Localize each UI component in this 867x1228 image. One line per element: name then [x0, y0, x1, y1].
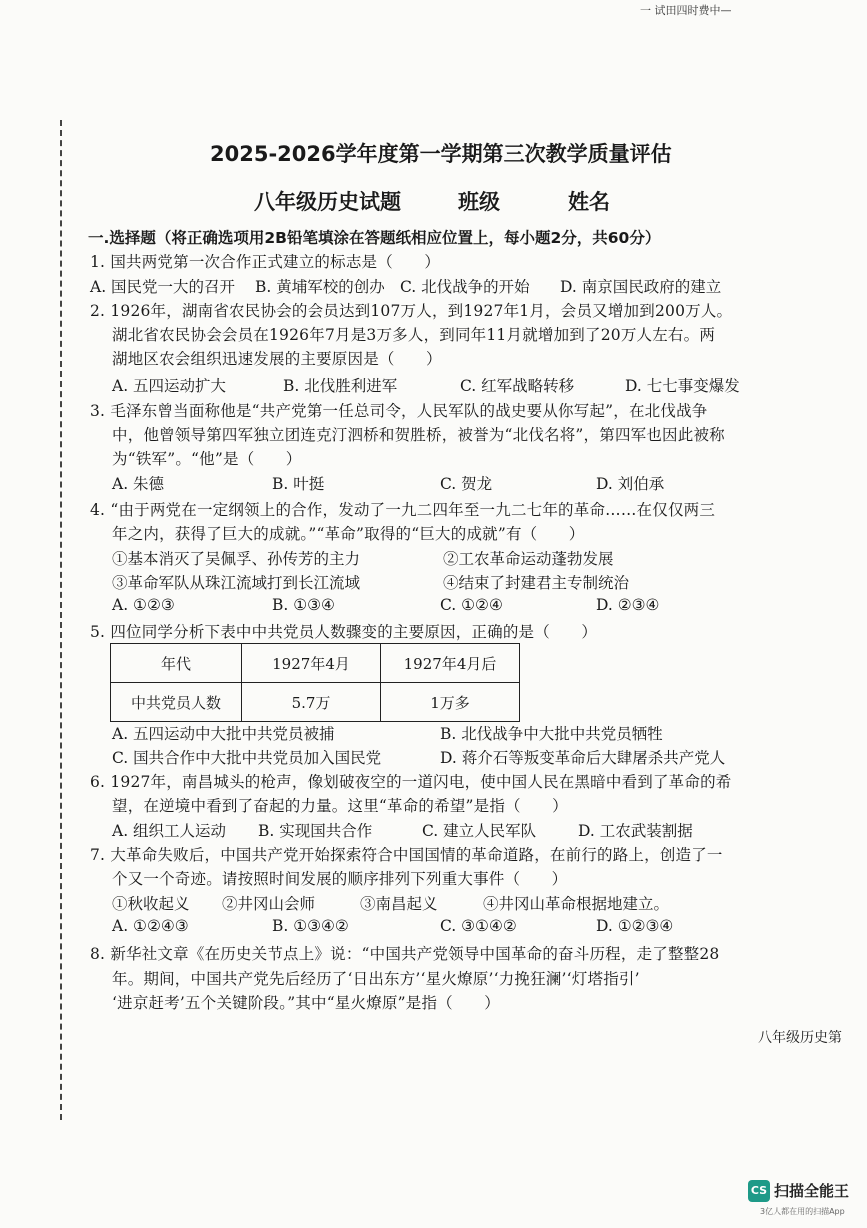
q7-item-4: ④井冈山革命根据地建立。 [483, 895, 670, 913]
q8-stem-1: 8. 新华社文章《在历史关节点上》说：“中国共产党领导中国革命的奋斗历程，走了整整28 [90, 945, 720, 963]
q7-option-d: D. ①②③④ [596, 917, 674, 935]
page-label: 八年级历史第 [758, 1030, 842, 1046]
q8-stem-2: 年。期间，中国共产党先后经历了‘日出东方’‘星火燎原’‘力挽狂澜’‘灯塔指引’ [112, 970, 640, 988]
q4-stem-1: 4. “由于两党在一定纲领上的合作，发动了一九二四年至一九二七年的革命……在仅仅两三 [90, 501, 716, 519]
scanner-logo-icon: CS [748, 1180, 770, 1202]
q6-stem-1: 6. 1927年，南昌城头的枪声，像划破夜空的一道闪电，使中国人民在黑暗中看到了革命的希 [90, 773, 732, 791]
q7-option-a: A. ①②④③ [112, 917, 189, 935]
q3-stem-3: 为“铁军”。“他”是（ ） [112, 450, 302, 468]
q4-option-c: C. ①②④ [440, 596, 503, 614]
table-cell-april: 5.7万 [242, 683, 381, 722]
q1-option-c: C. 北伐战争的开始 [400, 278, 530, 296]
q4-item-3: ③革命军队从珠江流域打到长江流域 [112, 574, 361, 592]
corner-mark: 一 试田四时费中— [640, 4, 732, 17]
q6-option-b: B. 实现国共合作 [258, 822, 373, 840]
table-cell-after-april: 1万多 [381, 683, 520, 722]
q2-stem-1: 2. 1926年，湖南省农民协会的会员达到107万人，到1927年1月，会员又增加到200万人。 [90, 302, 733, 320]
q7-stem-1: 7. 大革命失败后，中国共产党开始探索符合中国国情的革命道路，在前行的路上，创造了一 [90, 846, 723, 864]
q3-stem-1: 3. 毛泽东曾当面称他是“共产党第一任总司令，人民军队的战史要从你写起”，在北伐战争 [90, 402, 708, 420]
q6-option-d: D. 工农武装割据 [578, 822, 693, 840]
q3-option-b: B. 叶挺 [272, 475, 325, 493]
q2-stem-3: 湖地区农会组织迅速发展的主要原因是（ ） [112, 350, 442, 368]
class-label: 班级 [458, 190, 500, 214]
section-heading: 一.选择题（将正确选项用2B铅笔填涂在答题纸相应位置上，每小题2分，共60分） [88, 229, 661, 247]
q8-stem-3: ‘进京赶考’五个关键阶段。”其中“星火燎原”是指（ ） [112, 994, 500, 1012]
binding-line [60, 120, 62, 1120]
q5-option-b: B. 北伐战争中大批中共党员牺牲 [440, 725, 663, 743]
table-header-year: 年代 [111, 644, 242, 683]
q3-option-a: A. 朱德 [112, 475, 165, 493]
q4-item-1: ①基本消灭了吴佩孚、孙传芳的主力 [112, 550, 361, 568]
q4-item-2: ②工农革命运动蓬勃发展 [443, 550, 614, 568]
party-membership-table [110, 643, 520, 722]
q6-option-c: C. 建立人民军队 [422, 822, 537, 840]
name-label: 姓名 [568, 190, 610, 214]
q4-item-4: ④结束了封建君主专制统治 [443, 574, 630, 592]
scanner-name: 扫描全能王 [774, 1182, 850, 1200]
q7-item-2: ②井冈山会师 [222, 895, 316, 913]
q1-option-a: A. 国民党一大的召开 [90, 278, 236, 296]
q4-option-b: B. ①③④ [272, 596, 335, 614]
q4-option-a: A. ①②③ [112, 596, 175, 614]
q2-option-b: B. 北伐胜利进军 [283, 377, 398, 395]
q1-option-d: D. 南京国民政府的建立 [560, 278, 722, 296]
q3-option-c: C. 贺龙 [440, 475, 493, 493]
q2-stem-2: 湖北省农民协会会员在1926年7月是3万多人，到同年11月就增加到了20万人左右。两 [112, 326, 716, 344]
table-row-label: 中共党员人数 [111, 683, 242, 722]
q1-option-b: B. 黄埔军校的创办 [255, 278, 385, 296]
q5-option-c: C. 国共合作中大批中共党员加入国民党 [112, 749, 382, 767]
scanner-tagline: 3亿人都在用的扫描App [760, 1207, 845, 1216]
q1-stem: 1. 国共两党第一次合作正式建立的标志是（ ） [90, 253, 441, 271]
q5-option-a: A. 五四运动中大批中共党员被捕 [112, 725, 335, 743]
q4-option-d: D. ②③④ [596, 596, 660, 614]
q7-stem-2: 个又一个奇迹。请按照时间发展的顺序排列下列重大事件（ ） [112, 870, 568, 888]
q7-item-3: ③南昌起义 [360, 895, 438, 913]
q2-option-d: D. 七七事变爆发 [625, 377, 740, 395]
q4-stem-2: 年之内，获得了巨大的成就。”“革命”取得的“巨大的成就”有（ ） [112, 525, 585, 543]
q5-stem: 5. 四位同学分析下表中中共党员人数骤变的主要原因，正确的是（ ） [90, 623, 598, 641]
table-header-after-april: 1927年4月后 [381, 644, 520, 683]
q5-option-d: D. 蒋介石等叛变革命后大肆屠杀共产党人 [440, 749, 726, 767]
q2-option-c: C. 红军战略转移 [460, 377, 575, 395]
q7-option-b: B. ①③④② [272, 917, 349, 935]
scanner-watermark [748, 1178, 864, 1224]
q3-stem-2: 中，他曾领导第四军独立团连克汀泗桥和贺胜桥，被誉为“北伐名将”，第四军也因此被称 [112, 426, 725, 444]
exam-title: 2025-2026学年度第一学期第三次教学质量评估 [210, 142, 672, 166]
q6-option-a: A. 组织工人运动 [112, 822, 227, 840]
q7-item-1: ①秋收起义 [112, 895, 190, 913]
q7-option-c: C. ③①④② [440, 917, 517, 935]
subject-title: 八年级历史试题 [254, 190, 401, 214]
table-header-april: 1927年4月 [242, 644, 381, 683]
q2-option-a: A. 五四运动扩大 [112, 377, 227, 395]
q3-option-d: D. 刘伯承 [596, 475, 665, 493]
q6-stem-2: 望，在逆境中看到了奋起的力量。这里“革命的希望”是指（ ） [112, 797, 568, 815]
